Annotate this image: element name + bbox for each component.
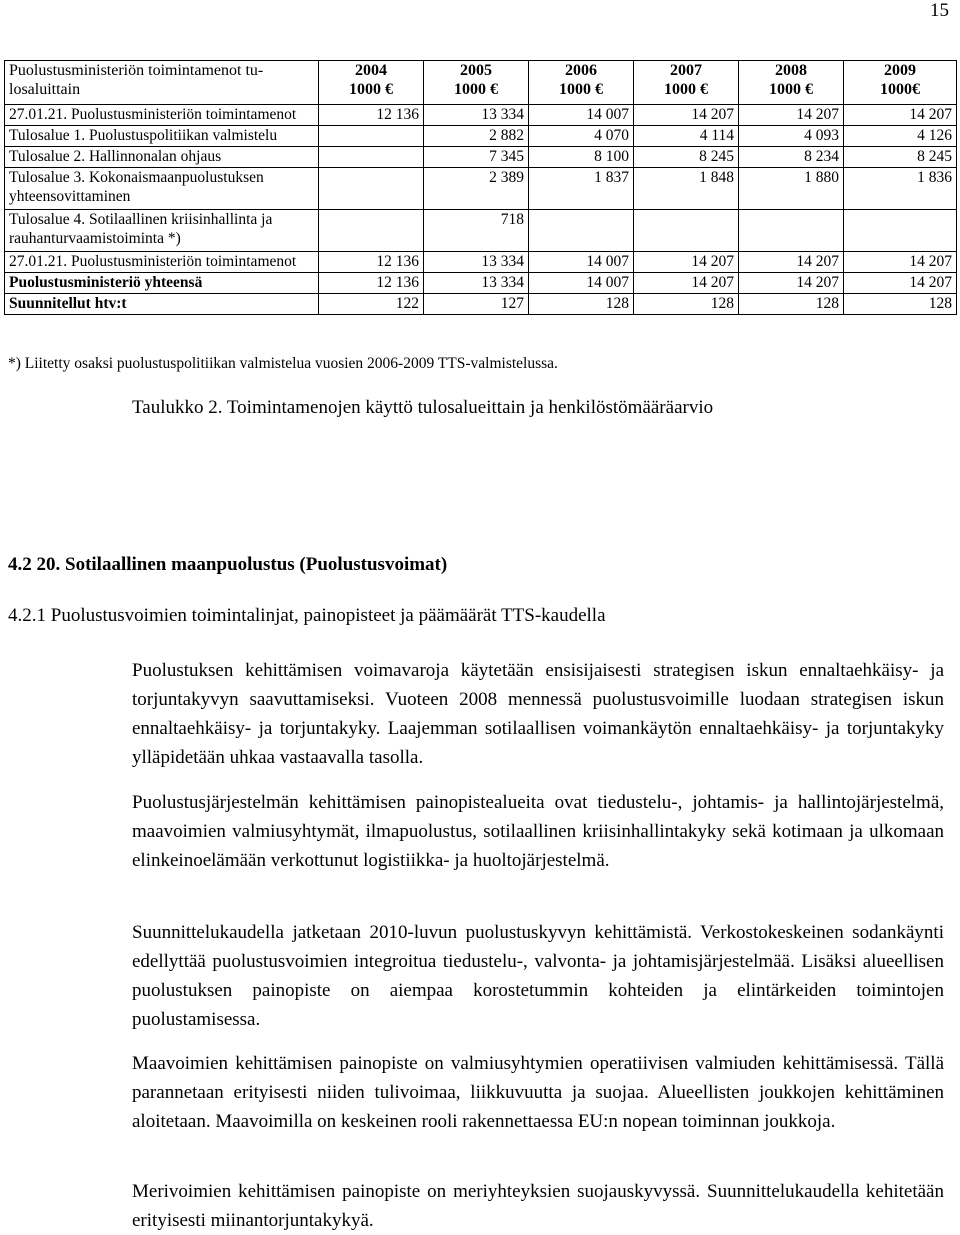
cell-value: 4 093 <box>739 126 844 147</box>
cell-value <box>319 147 424 168</box>
table-header-year <box>739 61 844 105</box>
cell-value: 4 114 <box>634 126 739 147</box>
cell-value: 13 334 <box>424 252 529 273</box>
cell-value: 14 207 <box>739 252 844 273</box>
cell-value: 14 207 <box>739 273 844 294</box>
table-row <box>5 126 957 147</box>
paragraph: Maavoimien kehittämisen painopiste on valmiusyhtymien operatiivisen valmiuden kehittämisessä. Tällä parannetaan erityisesti niiden tulivoimaa, liikkuvuutta ja suojaa. Alueellisten joukkojen kehittäminen aloitetaan. Maavoimilla on keskeinen rooli rakennettaessa EU:n nopean toiminnan joukkoja. <box>132 1053 944 1132</box>
cell-value: 14 207 <box>739 105 844 126</box>
cell-value: 14 207 <box>844 273 957 294</box>
paragraph: Merivoimien kehittämisen painopiste on meriyhteyksien suojauskyvyssä. Suunnittelukaudella kehitetään erityisesti miinantorjuntakykyä. <box>132 1181 944 1231</box>
cell-value: 718 <box>424 210 529 252</box>
cell-value: 8 234 <box>739 147 844 168</box>
row-label: Tulosalue 4. Sotilaallinen kriisinhallinta ja rauhanturvaamistoiminta *) <box>5 210 319 252</box>
table-row <box>5 105 957 126</box>
cell-value: 4 070 <box>529 126 634 147</box>
cell-value <box>844 210 957 252</box>
cell-value: 14 207 <box>634 273 739 294</box>
year-label: 2006 <box>565 62 597 79</box>
table-header-year <box>634 61 739 105</box>
table-caption: Taulukko 2. Toimintamenojen käyttö tulosalueittain ja henkilöstömääräarvio <box>132 397 714 418</box>
row-label: Tulosalue 1. Puolustuspolitiikan valmistelu <box>5 126 319 147</box>
table-row <box>5 252 957 273</box>
table-row <box>5 147 957 168</box>
cell-value: 128 <box>739 294 844 315</box>
cell-value: 1 880 <box>739 168 844 210</box>
table-row <box>5 210 957 252</box>
cell-value: 12 136 <box>319 105 424 126</box>
paragraph: Suunnittelukaudella jatketaan 2010-luvun puolustuskyvyn kehittämistä. Verkostokeskeinen sodankäynti edellyttää puolustusvoimien integroitua tiedustelu-, valvonta- ja johtamisjärjestelmää. Lisäksi alueellisen puolustuksen painopiste on aiempaa korostetummin kohteiden ja elintärkeiden toimintojen puolustamisessa. <box>132 922 944 1030</box>
cell-value: 8 245 <box>634 147 739 168</box>
cell-value <box>319 168 424 210</box>
row-label: Tulosalue 3. Kokonaismaanpuolustuksen yhteensovittaminen <box>5 168 319 210</box>
section-heading: 4.2 20. Sotilaallinen maanpuolustus (Puolustusvoimat) <box>8 554 448 575</box>
cell-value: 128 <box>529 294 634 315</box>
cell-value: 14 007 <box>529 105 634 126</box>
row-label: Suunnitellut htv:t <box>5 294 319 315</box>
cell-value: 12 136 <box>319 273 424 294</box>
year-label: 2009 <box>884 62 916 79</box>
row-label: 27.01.21. Puolustusministeriön toimintamenot <box>5 105 319 126</box>
cell-value: 13 334 <box>424 273 529 294</box>
cell-value: 14 207 <box>844 252 957 273</box>
cell-value: 14 207 <box>634 105 739 126</box>
cell-value: 14 007 <box>529 252 634 273</box>
cell-value: 12 136 <box>319 252 424 273</box>
cell-value: 8 245 <box>844 147 957 168</box>
table-footnote: *) Liitetty osaksi puolustuspolitiikan valmistelua vuosien 2006-2009 TTS-valmistelussa. <box>8 355 558 372</box>
cell-value: 13 334 <box>424 105 529 126</box>
table-header-year <box>529 61 634 105</box>
row-label: 27.01.21. Puolustusministeriön toimintamenot <box>5 252 319 273</box>
cell-value: 7 345 <box>424 147 529 168</box>
unit-label: 1000 € <box>664 81 708 98</box>
row-label: Puolustusministeriö yhteensä <box>5 273 319 294</box>
table-header-year <box>319 61 424 105</box>
table-header-label: Puolustusministeriön toimintamenot tu-losaluittain <box>5 61 319 105</box>
cell-value: 8 100 <box>529 147 634 168</box>
unit-label: 1000 € <box>349 81 393 98</box>
cell-value: 127 <box>424 294 529 315</box>
cell-value: 4 126 <box>844 126 957 147</box>
table-row <box>5 294 957 315</box>
cell-value <box>319 210 424 252</box>
cell-value: 14 207 <box>844 105 957 126</box>
cell-value <box>319 126 424 147</box>
year-label: 2008 <box>775 62 807 79</box>
unit-label: 1000 € <box>769 81 813 98</box>
cell-value <box>634 210 739 252</box>
paragraph: Puolustuksen kehittämisen voimavaroja käytetään ensisijaisesti strategisen iskun ennaltaehkäisy- ja torjuntakyvyn saavuttamiseksi. Vuoteen 2008 mennessä puolustusvoimille luodaan strategisen iskun ennaltaehkäisy- ja torjuntakyky. Laajemman sotilaallisen voimankäytön ennaltaehkäisy- ja torjuntakyky ylläpidetään uhkaa vastaavalla tasolla. <box>132 660 944 768</box>
unit-label: 1000€ <box>880 81 920 98</box>
cell-value <box>529 210 634 252</box>
year-label: 2004 <box>355 62 387 79</box>
cell-value <box>739 210 844 252</box>
cell-value: 2 882 <box>424 126 529 147</box>
unit-label: 1000 € <box>454 81 498 98</box>
paragraph: Puolustusjärjestelmän kehittämisen painopistealueita ovat tiedustelu-, johtamis- ja hallintojärjestelmä, maavoimien valmiusyhtymät, ilmapuolustus, sotilaallinen kriisinhallintakyky sekä kotimaan ja ulkomaan elinkeinoelämään verkottunut logistiikka- ja huoltojärjestelmä. <box>132 792 944 871</box>
year-label: 2007 <box>670 62 702 79</box>
cell-value: 128 <box>634 294 739 315</box>
page-number: 15 <box>930 0 949 21</box>
cell-value: 1 837 <box>529 168 634 210</box>
cell-value: 128 <box>844 294 957 315</box>
table-row <box>5 273 957 294</box>
table-row <box>5 168 957 210</box>
cell-value: 122 <box>319 294 424 315</box>
row-label: Tulosalue 2. Hallinnonalan ohjaus <box>5 147 319 168</box>
cell-value: 1 848 <box>634 168 739 210</box>
unit-label: 1000 € <box>559 81 603 98</box>
table-header-year <box>844 61 957 105</box>
cell-value: 14 007 <box>529 273 634 294</box>
cell-value: 2 389 <box>424 168 529 210</box>
budget-table <box>4 60 957 315</box>
cell-value: 14 207 <box>634 252 739 273</box>
cell-value: 1 836 <box>844 168 957 210</box>
subsection-heading: 4.2.1 Puolustusvoimien toimintalinjat, painopisteet ja päämäärät TTS-kaudella <box>8 605 606 626</box>
table-header-year <box>424 61 529 105</box>
year-label: 2005 <box>460 62 492 79</box>
